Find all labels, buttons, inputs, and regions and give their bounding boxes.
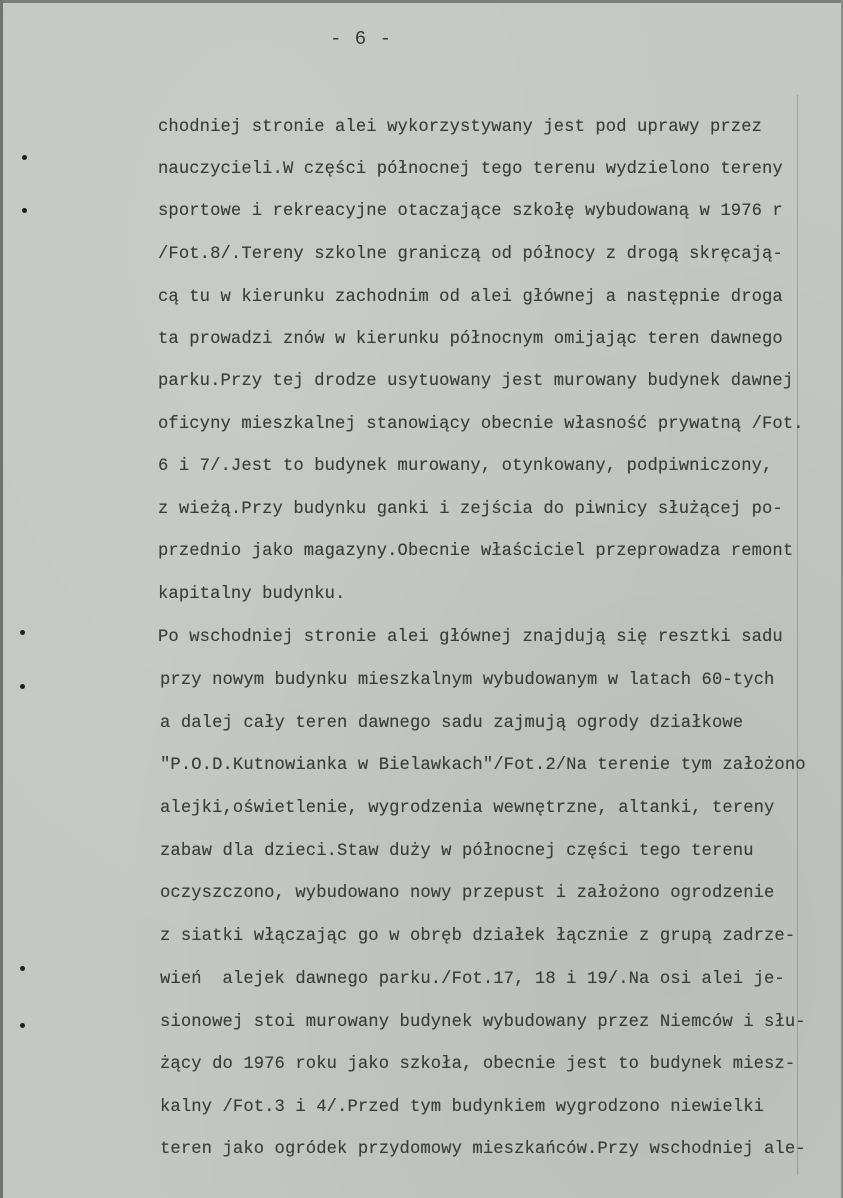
text-line: sionowej stoi murowany budynek wybudowany przez Niemców i słu- [160,1013,806,1032]
scan-edge-left [0,0,3,1198]
text-line: /Fot.8/.Tereny szkolne graniczą od północy z drogą skręcają- [158,245,783,264]
text-line: kapitalny budynku. [158,585,346,604]
scan-edge-top [0,0,843,3]
text-line: wień alejek dawnego parku./Fot.17, 18 i 19/.Na osi alei je- [160,970,785,989]
text-line: zabaw dla dzieci.Staw duży w północnej części tego terenu [160,842,754,861]
punch-hole-mark [22,208,27,213]
text-line: 6 i 7/.Jest to budynek murowany, otynkowany, podpiwniczony, [158,457,773,476]
text-line: nauczycieli.W części północnej tego terenu wydzielono tereny [158,160,783,179]
text-line: żący do 1976 roku jako szkoła, obecnie jest to budynek miesz- [160,1055,796,1074]
page-number: - 6 - [330,28,393,50]
text-line: teren jako ogródek przydomowy mieszkańców.Przy wschodniej ale- [160,1140,806,1159]
text-line: parku.Przy tej drodze usytuowany jest murowany budynek dawnej [158,372,794,391]
text-line: przednio jako magazyny.Obecnie właściciel przeprowadza remont [158,542,794,561]
text-line: z siatki włączając go w obręb działek łącznie z grupą zadrze- [160,927,796,946]
text-line: a dalej cały teren dawnego sadu zajmują ogrody działkowe [160,714,744,733]
punch-hole-mark [20,966,25,971]
text-line: kalny /Fot.3 i 4/.Przed tym budynkiem wygrodzono niewielki [160,1098,765,1117]
text-line: "P.O.D.Kutnowianka w Bielawkach"/Fot.2/Na terenie tym założono [160,756,806,775]
text-line: cą tu w kierunku zachodnim od alei głównej a następnie droga [158,288,783,307]
text-line: ta prowadzi znów w kierunku północnym omijając teren dawnego [158,330,783,349]
punch-hole-mark [20,684,25,689]
text-line: sportowe i rekreacyjne otaczające szkołę wybudowaną w 1976 r [158,202,783,221]
text-line: oczyszczono, wybudowano nowy przepust i założono ogrodzenie [160,884,775,903]
text-line: oficyny mieszkalnej stanowiący obecnie własność prywatną /Fot. [158,415,804,434]
text-line: przy nowym budynku mieszkalnym wybudowanym w latach 60-tych [160,671,775,690]
text-line: z wieżą.Przy budynku ganki i zejścia do piwnicy służącej po- [158,500,783,519]
punch-hole-mark [20,1023,25,1028]
text-line: alejki,oświetlenie, wygrodzenia wewnętrzne, altanki, tereny [160,799,775,818]
text-line: Po wschodniej stronie alei głównej znajdują się resztki sadu [158,628,783,647]
text-line: chodniej stronie alei wykorzystywany jest pod uprawy przez [158,118,763,137]
punch-hole-mark [22,155,27,160]
punch-hole-mark [20,630,25,635]
